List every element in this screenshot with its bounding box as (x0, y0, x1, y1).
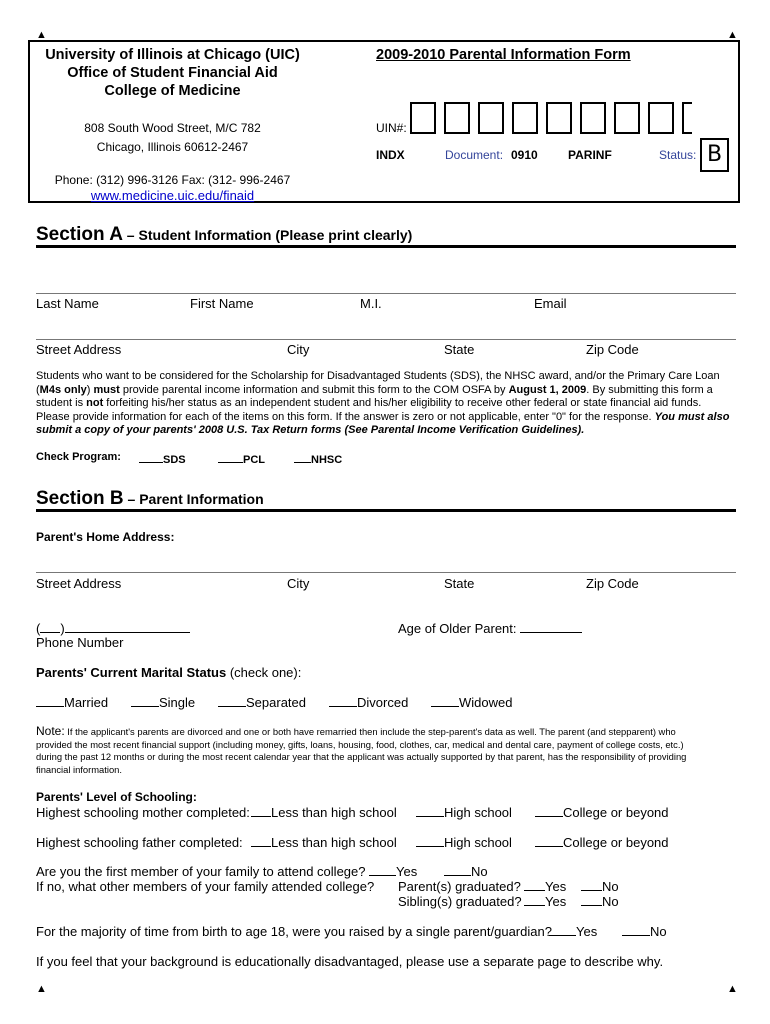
status-value-box: B (700, 138, 729, 172)
uin-label: UIN#: (376, 121, 407, 135)
uin-digit-box[interactable] (648, 102, 674, 134)
father-college-option[interactable]: College or beyond (535, 835, 669, 850)
address-line-1: 808 South Wood Street, M/C 782 (84, 121, 261, 135)
email-label: Email (534, 296, 567, 311)
parent-street-label: Street Address (36, 576, 122, 591)
parent-address-line[interactable] (36, 572, 736, 573)
corner-marker-bottom-left: ▲ (36, 983, 47, 995)
single-parent-yes-option[interactable]: Yes (549, 924, 597, 939)
father-schooling-label: Highest schooling father completed: (36, 835, 243, 850)
mi-label: M.I. (360, 296, 382, 311)
state-label: State (444, 342, 475, 357)
document-value: 0910 (511, 148, 538, 162)
status-label: Status: (659, 148, 697, 162)
marital-option-married[interactable]: Married (36, 695, 108, 710)
parent-phone-field[interactable]: ( ) (36, 621, 190, 636)
uin-digit-box[interactable] (682, 102, 692, 134)
website-link-wrap (0, 187, 345, 205)
instructions-paragraph: Students who want to be considered for the Scholarship for Disadvantaged Students (SDS), the NHSC award, and/or the Primary Care Loan (M4s only) must provide parental income information and submit this form to the COM OSFA by August 1, 2009. By submitting this form a student is not forfeiting his/her status as an independent student and his/her eligibility to receive other federal or state financial aid funds. Please provide information for each of the items on this form. If the answer is zero or not applicable, enter "0" for the response. You must also submit a copy of your parents' 2008 U.S. Tax Return forms (See Parental Income Verification Guidelines). (36, 370, 730, 437)
program-pcl-option[interactable]: PCL (218, 451, 265, 466)
parinf-label: PARINF (568, 148, 612, 162)
last-name-label: Last Name (36, 296, 99, 311)
student-name-line[interactable] (36, 293, 736, 294)
marital-option-widowed[interactable]: Widowed (431, 695, 512, 710)
program-sds-option[interactable]: SDS (139, 451, 186, 466)
parents-graduated-yes-option[interactable]: Yes (524, 879, 566, 894)
student-address-line[interactable] (36, 339, 736, 340)
parent-home-address-label: Parent's Home Address: (36, 530, 175, 544)
corner-marker-top-left: ▲ (36, 29, 47, 41)
section-a-title: Section A – Student Information (Please print clearly) (36, 224, 413, 245)
first-name-label: First Name (190, 296, 254, 311)
section-a-rule (36, 245, 736, 248)
zip-code-label: Zip Code (586, 342, 639, 357)
marital-option-separated[interactable]: Separated (218, 695, 306, 710)
parent-zip-label: Zip Code (586, 576, 639, 591)
phone-number-label: Phone Number (36, 635, 124, 650)
divorce-note: Note: If the applicant's parents are divorced and one or both have remarried then include the step-parent's data as well. The parent (and stepparent) who provided the most recent financial support (including money, gifts, loans, housing, food, clothes, car, medical and dental care, payment of college costs, etc.) during the past 12 months or during the most recent calendar year that the applicant was actually supported by that parent, has the responsibility of providing financial information. (36, 724, 687, 775)
marital-option-single[interactable]: Single (131, 695, 195, 710)
corner-marker-top-right: ▲ (727, 29, 738, 41)
street-address-label: Street Address (36, 342, 122, 357)
siblings-graduated-yes-option[interactable]: Yes (524, 894, 566, 909)
form-title: 2009-2010 Parental Information Form (376, 47, 631, 63)
document-label: Document: (445, 148, 504, 162)
first-member-question: Are you the first member of your family to attend college? (36, 864, 366, 879)
uin-digit-box[interactable] (410, 102, 436, 134)
age-older-parent-field[interactable]: Age of Older Parent: (398, 621, 582, 636)
program-nhsc-option[interactable]: NHSC (294, 451, 342, 466)
uin-digit-box[interactable] (580, 102, 606, 134)
parent-city-label: City (287, 576, 310, 591)
single-parent-question: For the majority of time from birth to age 18, were you raised by a single parent/guardian? (36, 924, 552, 939)
mother-high-school-option[interactable]: High school (416, 805, 512, 820)
city-label: City (287, 342, 310, 357)
parents-graduated-label: Parent(s) graduated? (398, 879, 521, 894)
website-link[interactable]: www.medicine.uic.edu/finaid (90, 188, 255, 203)
marital-status-label: Parents' Current Marital Status (check one): (36, 665, 302, 680)
uin-digit-box[interactable] (512, 102, 538, 134)
mother-college-option[interactable]: College or beyond (535, 805, 669, 820)
parents-graduated-no-option[interactable]: No (581, 879, 619, 894)
uin-digit-box[interactable] (478, 102, 504, 134)
siblings-graduated-no-option[interactable]: No (581, 894, 619, 909)
father-high-school-option[interactable]: High school (416, 835, 512, 850)
section-b-title: Section B – Parent Information (36, 488, 264, 509)
phone-fax: Phone: (312) 996-3126 Fax: (312- 996-2467 (54, 173, 291, 187)
uin-digit-box[interactable] (444, 102, 470, 134)
university-name: University of Illinois at Chicago (UIC) (45, 47, 300, 63)
marital-option-divorced[interactable]: Divorced (329, 695, 408, 710)
disadvantaged-instruction: If you feel that your background is educationally disadvantaged, please use a separate page to describe why. (36, 954, 664, 969)
indx-label: INDX (376, 148, 405, 162)
first-member-yes-option[interactable]: Yes (369, 864, 417, 879)
first-member-no-option[interactable]: No (444, 864, 488, 879)
office-name: Office of Student Financial Aid (67, 65, 278, 81)
parent-state-label: State (444, 576, 475, 591)
other-members-question: If no, what other members of your family attended college? (36, 879, 375, 894)
siblings-graduated-label: Sibling(s) graduated? (398, 894, 522, 909)
section-b-rule (36, 509, 736, 512)
uin-digit-box[interactable] (546, 102, 572, 134)
father-less-than-hs-option[interactable]: Less than high school (251, 835, 397, 850)
college-name: College of Medicine (104, 83, 241, 99)
mother-schooling-label: Highest schooling mother completed: (36, 805, 250, 820)
uin-digit-box[interactable] (614, 102, 640, 134)
mother-less-than-hs-option[interactable]: Less than high school (251, 805, 397, 820)
check-program-label: Check Program: (36, 451, 121, 463)
corner-marker-bottom-right: ▲ (727, 983, 738, 995)
single-parent-no-option[interactable]: No (622, 924, 667, 939)
schooling-title: Parents' Level of Schooling: (36, 790, 197, 804)
address-line-2: Chicago, Illinois 60612-2467 (96, 140, 249, 154)
